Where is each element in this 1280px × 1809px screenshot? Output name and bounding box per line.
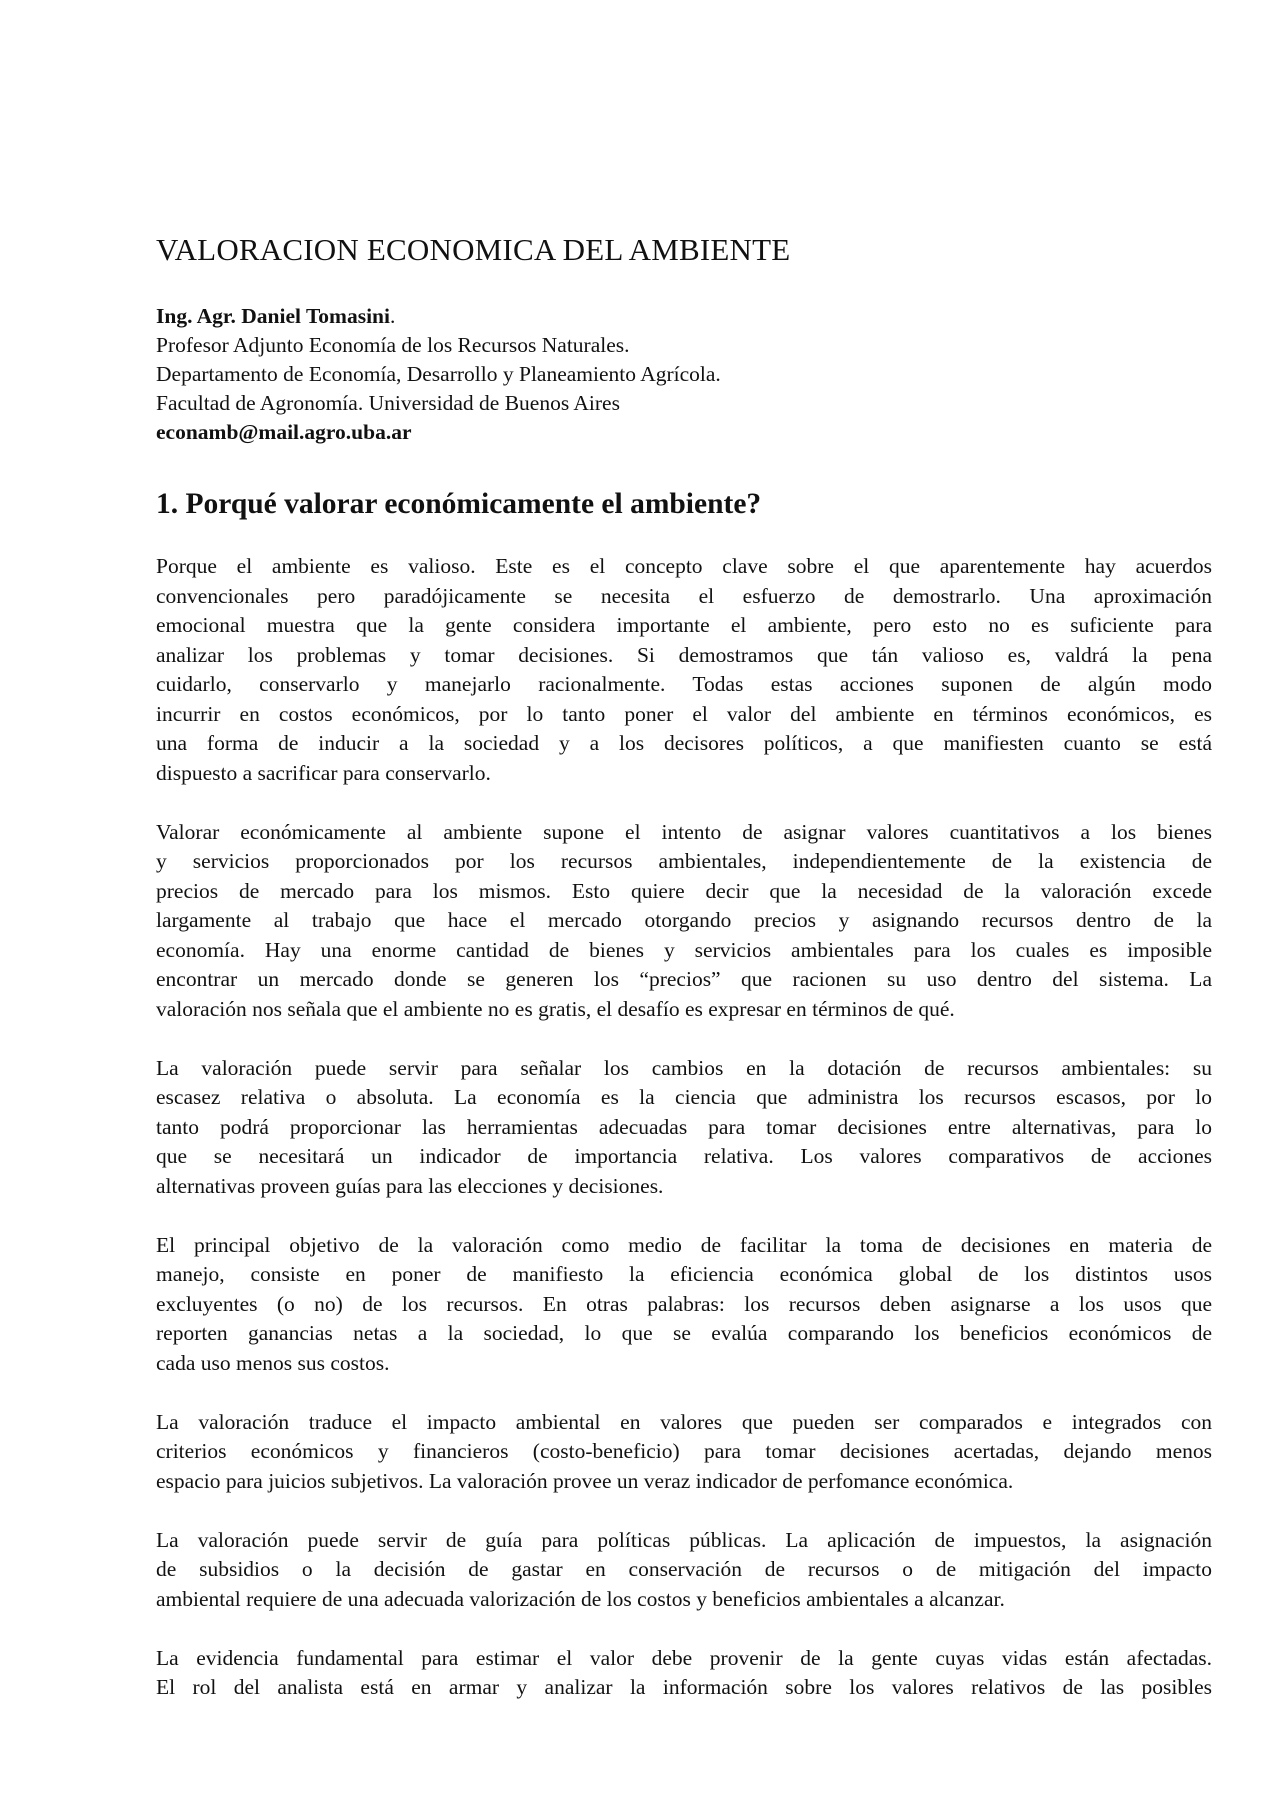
paragraph-line: Valorar económicamente al ambiente supone el intento de asignar valores cuantitativos a los bienes [156,819,1212,844]
paragraph-line: La valoración puede servir de guía para políticas públicas. La aplicación de impuestos, la asignación [156,1527,1212,1552]
paragraph-line: y servicios proporcionados por los recursos ambientales, independientemente de la existencia de [156,849,1212,873]
paragraph-line: La valoración traduce el impacto ambiental en valores que pueden ser comparados e integrados con [156,1409,1212,1434]
paragraph-line: precios de mercado para los mismos. Esto quiere decir que la necesidad de la valoración excede [156,878,1212,903]
paragraph-line: ambiental requiere de una adecuada valorización de los costos y beneficios ambientales a alcanzar. [156,1586,1005,1611]
author-position: Profesor Adjunto Economía de los Recursos Naturales. [156,333,630,357]
paragraph-line: valoración nos señala que el ambiente no es gratis, el desafío es expresar en términos de qué. [156,996,955,1021]
paragraph-line: emocional muestra que la gente considera importante el ambiente, pero esto no es suficiente para [156,613,1212,637]
paragraph-line: reporten ganancias netas a la sociedad, lo que se evalúa comparando los beneficios económicos de [156,1321,1212,1345]
paragraph-line: criterios económicos y financieros (costo-beneficio) para tomar decisiones acertadas, dejando menos [156,1439,1212,1463]
body-text [156,552,1212,1732]
paragraph-line: La evidencia fundamental para estimar el valor debe provenir de la gente cuyas vidas están afectadas. [156,1645,1212,1670]
paragraph-line: convencionales pero paradójicamente se necesita el esfuerzo de demostrarlo. Una aproximación [156,583,1212,608]
paragraph-line: dispuesto a sacrificar para conservarlo. [156,760,491,785]
paragraph-line: de subsidios o la decisión de gastar en conservación de recursos o de mitigación del impacto [156,1557,1212,1581]
paragraph-line: escasez relativa o absoluta. La economía es la ciencia que administra los recursos escasos, por lo [156,1085,1212,1109]
paragraph-line: excluyentes (o no) de los recursos. En otras palabras: los recursos deben asignarse a los usos que [156,1291,1212,1316]
paragraph [156,818,1212,1025]
paragraph-line: tanto podrá proporcionar las herramientas adecuadas para tomar decisiones entre alternativas, para lo [156,1114,1212,1139]
paragraph [156,552,1212,788]
paragraph [156,1644,1212,1703]
paragraph [156,1526,1212,1615]
paragraph-line: cuidarlo, conservarlo y manejarlo racionalmente. Todas estas acciones suponen de algún modo [156,672,1212,696]
paragraph-line: alternativas proveen guías para las elecciones y decisiones. [156,1173,664,1198]
paragraph-line: economía. Hay una enorme cantidad de bienes y servicios ambientales para los cuales es imposible [156,937,1212,962]
document-title: VALORACION ECONOMICA DEL AMBIENTE [156,232,791,267]
paragraph-line: analizar los problemas y tomar decisiones. Si demostramos que tán valioso es, valdrá la pena [156,642,1212,667]
paragraph-line: La valoración puede servir para señalar los cambios en la dotación de recursos ambientales: su [156,1055,1212,1080]
paragraph-line: incurrir en costos económicos, por lo tanto poner el valor del ambiente en términos económicos, es [156,701,1212,726]
paragraph-line: una forma de inducir a la sociedad y a los decisores políticos, a que manifiesten cuanto se está [156,731,1212,755]
paragraph [156,1231,1212,1379]
author-block [156,302,1156,447]
paragraph [156,1054,1212,1202]
paragraph-line: Porque el ambiente es valioso. Este es el concepto clave sobre el que aparentemente hay acuerdos [156,554,1212,578]
paragraph-line: encontrar un mercado donde se generen los “precios” que racionen su uso dentro del sistema. La [156,967,1212,991]
paragraph [156,1408,1212,1497]
author-name: Ing. Agr. Daniel Tomasini [156,304,390,328]
paragraph-line: espacio para juicios subjetivos. La valoración provee un veraz indicador de perfomance económica. [156,1468,1014,1493]
paragraph-line: cada uso menos sus costos. [156,1350,390,1375]
document-page [156,0,1212,1809]
author-department: Departamento de Economía, Desarrollo y Planeamiento Agrícola. [156,362,721,386]
author-institution: Facultad de Agronomía. Universidad de Buenos Aires [156,391,620,415]
paragraph-line: que se necesitará un indicador de importancia relativa. Los valores comparativos de acciones [156,1144,1212,1168]
author-name-line [156,302,1156,331]
paragraph-line: manejo, consiste en poner de manifiesto la eficiencia económica global de los distintos usos [156,1262,1212,1286]
author-email: econamb@mail.agro.uba.ar [156,420,412,444]
paragraph-line: El principal objetivo de la valoración como medio de facilitar la toma de decisiones en materia de [156,1232,1212,1257]
paragraph-line: El rol del analista está en armar y analizar la información sobre los valores relativos de las posibles [156,1675,1212,1699]
author-name-suffix: . [390,304,396,328]
section-heading: 1. Porqué valorar económicamente el ambiente? [156,488,762,520]
paragraph-line: largamente al trabajo que hace el mercado otorgando precios y asignando recursos dentro de la [156,908,1212,932]
